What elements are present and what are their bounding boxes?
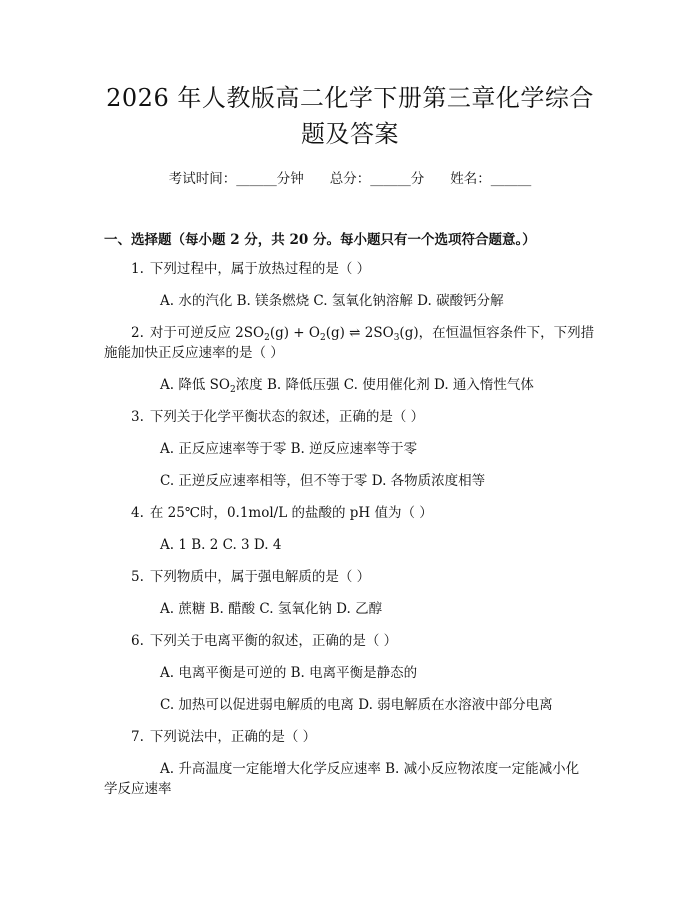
subscript: 2 xyxy=(264,333,270,343)
question-2-stem xyxy=(131,323,594,343)
question-text: 下列关于化学平衡状态的叙述，正确的是（ ） xyxy=(149,409,425,425)
question-5-stem xyxy=(131,567,370,587)
question-text: 下列关于电离平衡的叙述，正确的是（ ） xyxy=(149,633,398,649)
question-text: (g) + O xyxy=(269,325,320,341)
subscript: 2 xyxy=(229,385,236,395)
question-2-stem-continued: 施能加快正反应速率的是（ ） xyxy=(104,345,284,361)
question-number: 6. xyxy=(131,633,144,649)
question-7-options-1: A. 升高温度一定能增大化学反应速率 B. 减小反应物浓度一定能减小化 xyxy=(160,761,580,777)
question-1-stem xyxy=(131,259,370,279)
question-text: (g) ⇌ 2SO xyxy=(325,325,394,341)
question-7-options-2: 学反应速率 xyxy=(104,781,172,797)
question-number: 1. xyxy=(131,261,144,277)
question-text: 下列物质中，属于强电解质的是（ ） xyxy=(149,569,371,585)
question-number: 3. xyxy=(131,409,144,425)
subscript: 3 xyxy=(393,333,400,343)
question-text: 下列过程中，属于放热过程的是（ ） xyxy=(149,261,371,277)
question-5-options: A. 蔗糖 B. 醋酸 C. 氢氧化钠 D. 乙醇 xyxy=(160,601,383,617)
title-line-2: 题及答案 xyxy=(301,120,399,148)
question-number: 5. xyxy=(131,569,144,585)
question-text: 在 25℃时，0.1mol/L 的盐酸的 pH 值为（ ） xyxy=(149,505,433,521)
question-4-stem xyxy=(131,503,433,523)
question-1-options: A. 水的汽化 B. 镁条燃烧 C. 氢氧化钠溶解 D. 碳酸钙分解 xyxy=(160,293,504,309)
subscript: 2 xyxy=(319,333,326,343)
question-3-stem xyxy=(131,407,424,427)
question-number: 2. xyxy=(131,325,144,341)
student-name-field: 姓名：______ xyxy=(450,171,532,187)
total-score-field: 总分：______分 xyxy=(329,171,425,187)
question-number: 4. xyxy=(131,505,144,521)
question-3-options-1: A. 正反应速率等于零 B. 逆反应速率等于零 xyxy=(160,441,418,457)
option-text: 浓度 B. 降低压强 C. 使用催化剂 D. 通入惰性气体 xyxy=(235,377,534,393)
title-line-1: 2026 年人教版高二化学下册第三章化学综合 xyxy=(106,84,594,112)
option-text: A. 降低 SO xyxy=(160,377,230,393)
exam-time-field: 考试时间：______分钟 xyxy=(168,171,304,187)
section-heading: 一、选择题（每小题 2 分，共 20 分。每小题只有一个选项符合题意。） xyxy=(104,232,536,248)
question-7-stem xyxy=(131,727,316,747)
question-6-stem xyxy=(131,631,397,651)
question-3-options-2: C. 正逆反应速率相等，但不等于零 D. 各物质浓度相等 xyxy=(160,473,486,489)
question-number: 7. xyxy=(131,729,144,745)
question-6-options-2: C. 加热可以促进弱电解质的电离 D. 弱电解质在水溶液中部分电离 xyxy=(160,697,553,713)
question-6-options-1: A. 电离平衡是可逆的 B. 电离平衡是静态的 xyxy=(160,665,418,681)
question-text: 下列说法中，正确的是（ ） xyxy=(149,729,317,745)
question-text: (g)，在恒温恒容条件下，下列措 xyxy=(399,325,595,341)
exam-meta xyxy=(0,170,700,188)
question-text: 对于可逆反应 2SO xyxy=(149,325,265,341)
question-4-options: A. 1 B. 2 C. 3 D. 4 xyxy=(160,537,282,553)
question-2-options xyxy=(160,375,534,395)
document-title xyxy=(80,80,620,152)
